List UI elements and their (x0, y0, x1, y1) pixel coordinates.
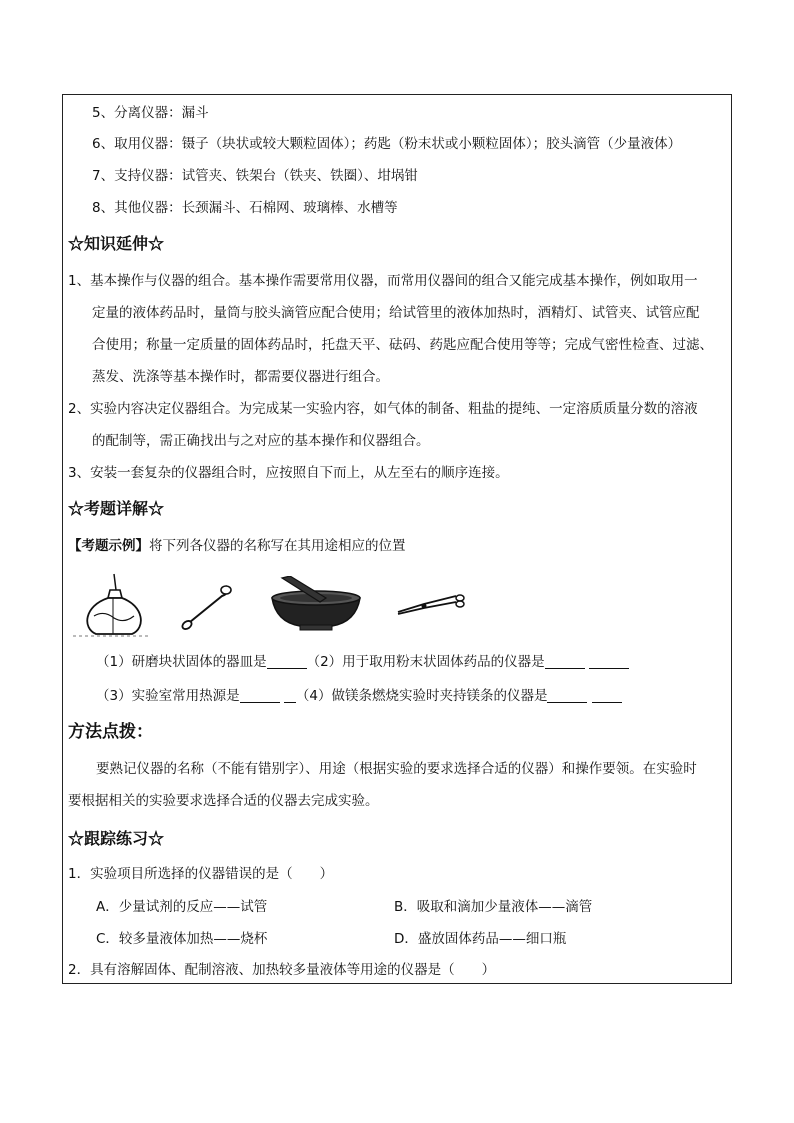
practice-question-2: 2．具有溶解固体、配制溶液、加热较多量液体等用途的仪器是（ ） (68, 962, 496, 978)
instrument-item-6: 6、取用仪器：镊子（块状或较大颗粒固体）；药匙（粉末状或小颗粒固体）；胶头滴管（少量液体） (92, 136, 682, 152)
answer-blank-4b[interactable] (592, 688, 622, 703)
exam-question-row-2 (96, 686, 622, 706)
extension-line: 3、安装一套复杂的仪器组合时，应按照自下而上，从左至右的顺序连接。 (68, 465, 509, 481)
exam-question-row-1 (96, 652, 629, 672)
alcohol-lamp-icon (70, 572, 154, 638)
mortar-pestle-icon (266, 576, 366, 632)
extension-line: 蒸发、洗涤等基本操作时，都需要仪器进行组合。 (92, 369, 389, 385)
exam-question-2: （2）用于取用粉末状固体药品的仪器是 (306, 654, 545, 670)
instrument-item-5: 5、分离仪器：漏斗 (92, 105, 209, 121)
extension-line: 的配制等，需正确找出与之对应的基本操作和仪器组合。 (92, 433, 430, 449)
extension-line: 2、实验内容决定仪器组合。为完成某一实验内容，如气体的制备、粗盐的提纯、一定溶质质量分数的溶液 (68, 401, 698, 417)
method-line-2: 要根据相关的实验要求选择合适的仪器去完成实验。 (68, 793, 379, 809)
practice-option-b[interactable]: B．吸取和滴加少量液体——滴管 (394, 899, 593, 915)
crucible-tongs-icon (394, 588, 468, 618)
exam-heading: ☆考题详解☆ (68, 499, 165, 518)
exam-example-tag: 【考题示例】 (68, 538, 149, 554)
exam-question-4: （4）做镁条燃烧实验时夹持镁条的仪器是 (295, 688, 548, 704)
practice-option-c[interactable]: C．较多量液体加热——烧杯 (96, 931, 268, 947)
answer-blank-4[interactable] (547, 688, 587, 703)
answer-blank-1[interactable] (267, 654, 307, 669)
instrument-item-7: 7、支持仪器：试管夹、铁架台（铁夹、铁圈）、坩埚钳 (92, 168, 418, 184)
extension-line: 合使用；称量一定质量的固体药品时，托盘天平、砝码、药匙应配合使用等等；完成气密性检查、过滤、 (92, 337, 713, 353)
answer-blank-2b[interactable] (589, 654, 629, 669)
practice-option-d[interactable]: D．盛放固体药品——细口瓶 (394, 931, 567, 947)
practice-question-1: 1．实验项目所选择的仪器错误的是（ ） (68, 866, 334, 882)
answer-blank-3b[interactable] (284, 688, 296, 703)
extension-line: 定量的液体药品时，量筒与胶头滴管应配合使用；给试管里的液体加热时，酒精灯、试管夹、试管应配 (92, 305, 700, 321)
practice-option-a[interactable]: A．少量试剂的反应——试管 (96, 899, 268, 915)
exam-example-text: 将下列各仪器的名称写在其用途相应的位置 (149, 538, 406, 554)
answer-blank-3[interactable] (240, 688, 280, 703)
extension-heading: ☆知识延伸☆ (68, 234, 165, 253)
method-heading: 方法点拨： (68, 722, 153, 742)
practice-heading: ☆跟踪练习☆ (68, 829, 165, 848)
extension-line: 1、基本操作与仪器的组合。基本操作需要常用仪器，而常用仪器间的组合又能完成基本操作，例如取用一 (68, 273, 698, 289)
exam-question-1: （1）研磨块状固体的器皿是 (96, 654, 267, 670)
answer-blank-2[interactable] (545, 654, 585, 669)
medicine-spoon-icon (176, 582, 236, 634)
exam-example (68, 536, 406, 556)
exam-question-3: （3）实验室常用热源是 (96, 688, 240, 704)
instrument-item-8: 8、其他仪器：长颈漏斗、石棉网、玻璃棒、水槽等 (92, 200, 398, 216)
method-line-1: 要熟记仪器的名称（不能有错别字）、用途（根据实验的要求选择合适的仪器）和操作要领。在实验时 (96, 761, 697, 777)
